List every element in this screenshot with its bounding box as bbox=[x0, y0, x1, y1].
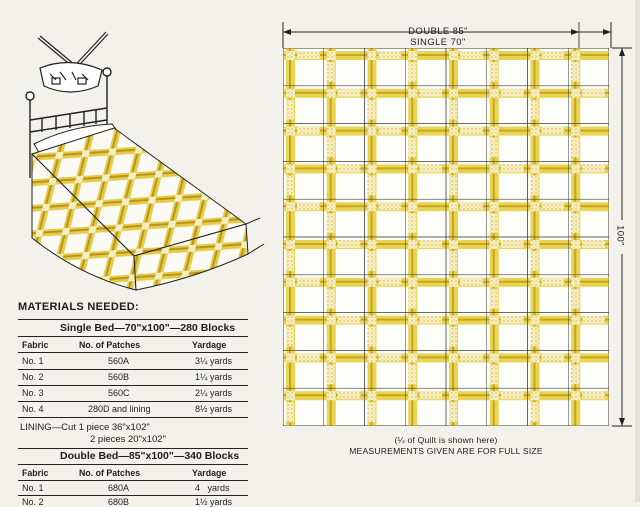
quilt-print-strip bbox=[582, 89, 605, 97]
quilt-print-strip bbox=[571, 62, 579, 82]
quilt-print-square bbox=[368, 278, 377, 287]
quilt-print-square bbox=[286, 127, 295, 136]
quilt-print-strip bbox=[582, 316, 605, 324]
quilt-print-square bbox=[368, 202, 377, 211]
quilt-print-square bbox=[368, 353, 377, 362]
quilt-print-strip bbox=[408, 138, 416, 158]
quilt-print-square bbox=[408, 278, 417, 287]
quilt-print-strip bbox=[501, 316, 524, 324]
quilt-print-square bbox=[449, 202, 458, 211]
quilt-print-strip bbox=[449, 327, 457, 347]
quilt-print-square bbox=[286, 391, 295, 400]
quilt-print-strip bbox=[286, 100, 294, 120]
quilt-print-strip bbox=[368, 251, 376, 271]
quilt-print-strip bbox=[449, 100, 457, 120]
single-row-2-yardage: 1¼ yards bbox=[195, 372, 233, 382]
quilt-print-square bbox=[490, 316, 499, 325]
quilt-print-square bbox=[571, 353, 580, 362]
quilt-print-strip bbox=[338, 89, 361, 97]
quilt-print-square bbox=[490, 164, 499, 173]
quilt-print-strip bbox=[297, 51, 320, 59]
double-bed-title: Double Bed—85"x100"—340 Blocks bbox=[60, 450, 240, 462]
quilt-print-strip bbox=[501, 240, 524, 248]
quilt-print-square bbox=[286, 278, 295, 287]
single-row-2-fabric: No. 2 bbox=[22, 372, 44, 382]
quilt-print-strip bbox=[408, 364, 416, 384]
quilt-print-strip bbox=[419, 240, 442, 248]
quilt-print-strip bbox=[542, 127, 565, 135]
bed-illustration bbox=[10, 28, 272, 296]
quilt-print-strip bbox=[379, 202, 402, 210]
quilt-print-square bbox=[449, 316, 458, 325]
quilt-print-square bbox=[449, 164, 458, 173]
quilt-print-strip bbox=[582, 391, 605, 399]
quilt-print-square bbox=[327, 278, 336, 287]
quilt-print-square bbox=[531, 202, 540, 211]
quilt-print-square bbox=[531, 353, 540, 362]
quilt-print-strip bbox=[379, 353, 402, 361]
double-row-2-patches: 680B bbox=[108, 497, 130, 507]
quilt-print-square bbox=[286, 353, 295, 362]
quilt-print-strip bbox=[338, 240, 361, 248]
quilt-print-square bbox=[449, 89, 458, 98]
quilt-print-strip bbox=[571, 138, 579, 158]
quilt-print-square bbox=[571, 278, 580, 287]
quilt-print-strip bbox=[297, 127, 320, 135]
quilt-print-square bbox=[368, 240, 377, 249]
quilt-print-square bbox=[286, 240, 295, 249]
quilt-print-square bbox=[531, 391, 540, 400]
single-row-1-rule bbox=[18, 369, 248, 370]
quilt-print-square bbox=[368, 51, 377, 60]
shield-ornament-icon bbox=[38, 32, 108, 92]
quilt-print-strip bbox=[449, 402, 457, 422]
quilt-print-strip bbox=[327, 138, 335, 158]
quilt-print-square bbox=[286, 164, 295, 173]
quilt-print-square bbox=[571, 202, 580, 211]
double-col-patches: No. of Patches bbox=[79, 468, 141, 478]
quilt-print-strip bbox=[419, 164, 442, 172]
single-header-rule bbox=[18, 352, 248, 353]
quilt-print-strip bbox=[338, 164, 361, 172]
quilt-print-strip bbox=[542, 278, 565, 286]
quilt-print-square bbox=[408, 316, 417, 325]
quilt-print-strip bbox=[449, 251, 457, 271]
double-row-2-fabric: No. 2 bbox=[22, 497, 44, 507]
quilt-print-square bbox=[531, 164, 540, 173]
quilt-print-strip bbox=[408, 62, 416, 82]
quilt-print-strip bbox=[338, 316, 361, 324]
quilt-print-strip bbox=[338, 391, 361, 399]
quilt-print-square bbox=[327, 391, 336, 400]
quilt-print-square bbox=[327, 353, 336, 362]
quilt-print-strip bbox=[327, 62, 335, 82]
quilt-print-strip bbox=[542, 353, 565, 361]
quilt-print-square bbox=[408, 391, 417, 400]
double-header-rule bbox=[18, 480, 248, 481]
quilt-print-square bbox=[327, 164, 336, 173]
double-row-1-rule bbox=[18, 495, 248, 496]
quilt-print-square bbox=[368, 89, 377, 98]
lining-line-1: LINING—Cut 1 piece 36"x102" bbox=[20, 422, 150, 433]
quilt-print-strip bbox=[327, 213, 335, 233]
single-row-4-yardage: 8½ yards bbox=[195, 404, 233, 414]
double-title-rule bbox=[18, 464, 248, 465]
quilt-print-strip bbox=[582, 240, 605, 248]
quilt-print-strip bbox=[490, 364, 498, 384]
quilt-print-strip bbox=[286, 327, 294, 347]
single-top-rule bbox=[18, 319, 248, 320]
quilt-print-square bbox=[571, 240, 580, 249]
quilt-print-square bbox=[449, 240, 458, 249]
quilt-print-square bbox=[490, 89, 499, 98]
quilt-print-strip bbox=[368, 100, 376, 120]
double-row-2-yardage: 1½ yards bbox=[195, 497, 233, 507]
double-row-1-yardage: 4 yards bbox=[195, 483, 230, 493]
single-row-2-rule bbox=[18, 385, 248, 386]
quilt-print-square bbox=[571, 89, 580, 98]
quilt-print-strip bbox=[449, 175, 457, 195]
quilt-print-strip bbox=[286, 175, 294, 195]
quilt-print-square bbox=[449, 391, 458, 400]
quilt-print-square bbox=[531, 278, 540, 287]
quilt-print-square bbox=[408, 202, 417, 211]
quilt-print-square bbox=[490, 391, 499, 400]
quilt-print-strip bbox=[419, 316, 442, 324]
quilt-print-strip bbox=[501, 391, 524, 399]
quilt-print-square bbox=[327, 89, 336, 98]
double-col-fabric: Fabric bbox=[22, 468, 49, 478]
quilt-print-square bbox=[327, 127, 336, 136]
quilt-print-strip bbox=[286, 402, 294, 422]
height-label: 100" bbox=[614, 225, 626, 246]
quilt-print-strip bbox=[460, 202, 483, 210]
quilt-print-strip bbox=[327, 364, 335, 384]
quilt-print-square bbox=[286, 202, 295, 211]
quilt-print-square bbox=[408, 51, 417, 60]
quilt-print-square bbox=[449, 353, 458, 362]
quilt-print-strip bbox=[542, 51, 565, 59]
quilt-print-square bbox=[490, 202, 499, 211]
quilt-print-strip bbox=[379, 127, 402, 135]
double-width-label: DOUBLE 85" bbox=[408, 26, 468, 37]
quilt-print-square bbox=[286, 51, 295, 60]
single-row-4-patches: 280D and lining bbox=[88, 404, 151, 414]
quilt-print-strip bbox=[542, 202, 565, 210]
quilt-print-strip bbox=[490, 62, 498, 82]
single-row-3-fabric: No. 3 bbox=[22, 388, 44, 398]
quilt-print-square bbox=[327, 51, 336, 60]
single-row-3-rule bbox=[18, 401, 248, 402]
single-bed-title: Single Bed—70"x100"—280 Blocks bbox=[60, 322, 236, 334]
quilt-print-square bbox=[490, 51, 499, 60]
quilt-print-strip bbox=[501, 89, 524, 97]
quilt-print-square bbox=[449, 278, 458, 287]
quilt-print-square bbox=[408, 353, 417, 362]
quilt-print-strip bbox=[368, 175, 376, 195]
single-col-yardage: Yardage bbox=[192, 340, 227, 350]
quilt-print-square bbox=[490, 353, 499, 362]
quilt-print-square bbox=[571, 164, 580, 173]
single-width-label: SINGLE 70" bbox=[410, 37, 466, 48]
quilt-print-strip bbox=[460, 51, 483, 59]
single-row-1-fabric: No. 1 bbox=[22, 356, 44, 366]
quilt-print-strip bbox=[531, 327, 539, 347]
quilt-print-strip bbox=[571, 364, 579, 384]
quilt-print-strip bbox=[460, 353, 483, 361]
single-row-3-patches: 560C bbox=[108, 388, 130, 398]
single-col-patches: No. of Patches bbox=[79, 340, 141, 350]
single-col-fabric: Fabric bbox=[22, 340, 49, 350]
quilt-print-square bbox=[408, 127, 417, 136]
quarter-quilt-caption: (¼ of Quilt is shown here) bbox=[394, 435, 498, 445]
quilt-print-square bbox=[408, 240, 417, 249]
quilt-print-square bbox=[571, 316, 580, 325]
quilt-print-strip bbox=[286, 251, 294, 271]
quilt-print-square bbox=[368, 164, 377, 173]
quilt-print-strip bbox=[460, 127, 483, 135]
double-col-yardage: Yardage bbox=[192, 468, 227, 478]
quilt-print-square bbox=[368, 316, 377, 325]
quilt-print-square bbox=[490, 240, 499, 249]
quilt-print-square bbox=[531, 89, 540, 98]
quilt-print-strip bbox=[531, 175, 539, 195]
quilt-print-strip bbox=[531, 251, 539, 271]
quilt-print-square bbox=[286, 89, 295, 98]
quilt-print-square bbox=[531, 127, 540, 136]
quilt-print-square bbox=[490, 278, 499, 287]
double-row-1-fabric: No. 1 bbox=[22, 483, 44, 493]
quilt-print-square bbox=[327, 316, 336, 325]
single-row-2-patches: 560B bbox=[108, 372, 130, 382]
materials-heading: MATERIALS NEEDED: bbox=[18, 301, 140, 313]
double-row-1-patches: 680A bbox=[108, 483, 130, 493]
quilt-print-square bbox=[327, 240, 336, 249]
quilt-print-strip bbox=[297, 202, 320, 210]
quilt-print-strip bbox=[582, 164, 605, 172]
quilt-print-strip bbox=[490, 138, 498, 158]
quilt-print-strip bbox=[408, 213, 416, 233]
quilt-print-square bbox=[571, 391, 580, 400]
quilt-print-square bbox=[327, 202, 336, 211]
single-bottom-rule bbox=[18, 417, 248, 418]
quilt-print-square bbox=[571, 127, 580, 136]
quilt-print-square bbox=[408, 164, 417, 173]
quilt-print-strip bbox=[419, 391, 442, 399]
quilt-print-strip bbox=[379, 278, 402, 286]
page-edge bbox=[635, 0, 640, 502]
quilt-print-strip bbox=[460, 278, 483, 286]
single-row-3-yardage: 2¼ yards bbox=[195, 388, 233, 398]
quilt-print-square bbox=[408, 89, 417, 98]
quilt-print-strip bbox=[490, 213, 498, 233]
single-row-1-yardage: 3¼ yards bbox=[195, 356, 233, 366]
quilt-print-square bbox=[490, 127, 499, 136]
quilt-print-square bbox=[531, 51, 540, 60]
quilt-print-strip bbox=[531, 402, 539, 422]
quilt-print-strip bbox=[297, 278, 320, 286]
quilt-print-square bbox=[531, 316, 540, 325]
quilt-print-strip bbox=[490, 289, 498, 309]
quilt-print-strip bbox=[531, 100, 539, 120]
quilt-print-square bbox=[368, 127, 377, 136]
single-row-4-fabric: No. 4 bbox=[22, 404, 44, 414]
single-title-rule bbox=[18, 336, 248, 337]
single-row-1-patches: 560A bbox=[108, 356, 130, 366]
quilt-print-strip bbox=[408, 289, 416, 309]
quilt-print-square bbox=[449, 51, 458, 60]
double-top-rule bbox=[18, 448, 248, 449]
quilt-print-square bbox=[368, 391, 377, 400]
measurements-caption: MEASUREMENTS GIVEN ARE FOR FULL SIZE bbox=[349, 446, 543, 456]
quilt-print-strip bbox=[327, 289, 335, 309]
quilt-print-square bbox=[286, 316, 295, 325]
quilt-print-square bbox=[571, 51, 580, 60]
quilt-print-strip bbox=[571, 289, 579, 309]
lining-line-2: 2 pieces 20"x102" bbox=[90, 434, 166, 445]
quilt-print-strip bbox=[297, 353, 320, 361]
quilt-print-strip bbox=[571, 213, 579, 233]
quilt-print-square bbox=[531, 240, 540, 249]
quilt-print-strip bbox=[379, 51, 402, 59]
quilt-print-strip bbox=[501, 164, 524, 172]
quilt-print-strip bbox=[368, 402, 376, 422]
quilt-print-square bbox=[449, 127, 458, 136]
quilt-print-strip bbox=[419, 89, 442, 97]
quilt-diagram bbox=[283, 48, 609, 426]
quilt-print-strip bbox=[368, 327, 376, 347]
